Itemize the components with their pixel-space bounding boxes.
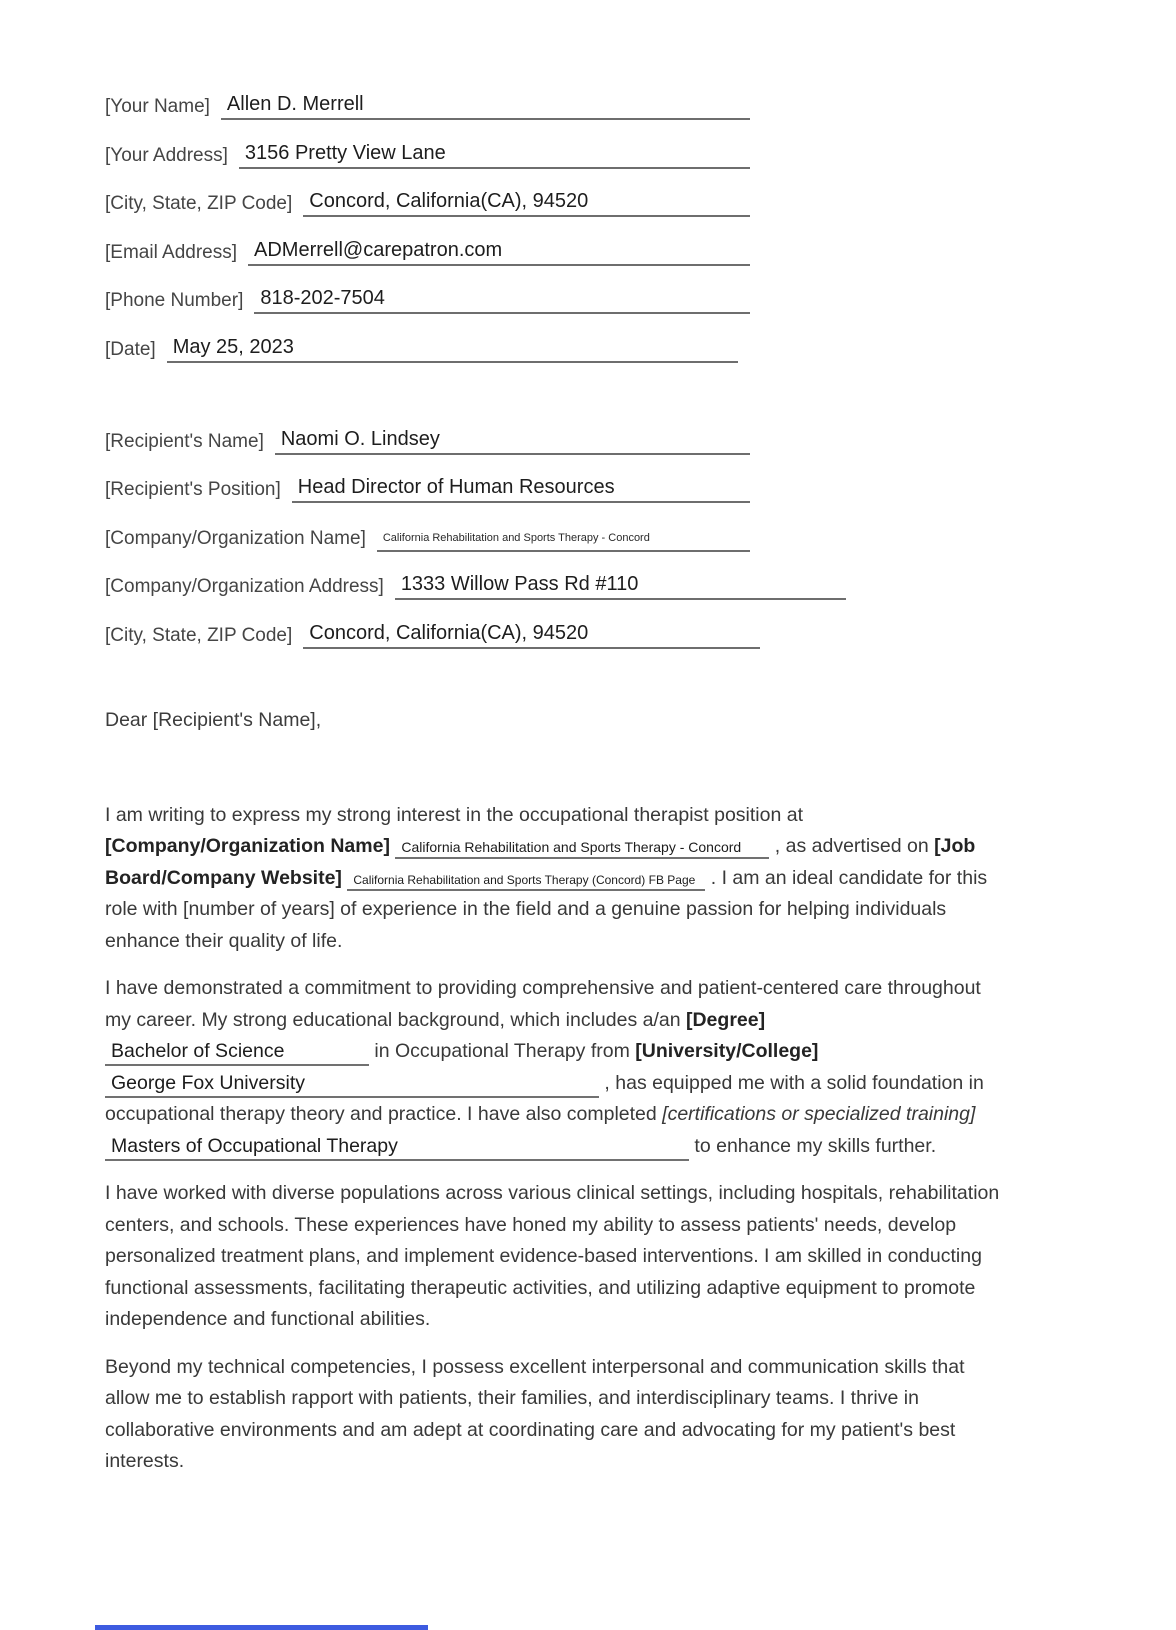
sender-field-row <box>105 187 750 217</box>
field-value[interactable]: ADMerrell@carepatron.com <box>248 239 750 266</box>
sender-field-row <box>105 284 750 314</box>
field-value[interactable]: Concord, California(CA), 94520 <box>303 622 760 649</box>
page-bottom-blue-bar <box>95 1625 428 1630</box>
sender-field-row <box>105 333 738 363</box>
field-value[interactable]: May 25, 2023 <box>167 336 738 363</box>
body-text-segment: I have worked with diverse populations across various clinical settings, including hospitals, rehabilitation centers, and schools. These experiences have honed my ability to assess patients' needs, develop personalized treatment plans, and implement evidence-based interventions. I am skilled in conducting functional assessments, facilitating therapeutic activities, and utilizing adaptive equipment to promote independence and functional abilities. <box>105 1182 1000 1330</box>
field-value[interactable]: 3156 Pretty View Lane <box>239 142 750 169</box>
inline-fill-value[interactable]: California Rehabilitation and Sports Therapy - Concord <box>395 839 769 859</box>
field-value[interactable]: Allen D. Merrell <box>221 93 750 120</box>
body-paragraph <box>105 1178 1012 1336</box>
body-text-segment: I am writing to express my strong interest in the occupational therapist position at <box>105 803 804 826</box>
field-label: [Your Name] <box>105 96 210 117</box>
field-label: [Phone Number] <box>105 290 244 311</box>
recipient-info-block <box>105 425 1071 649</box>
sender-field-row <box>105 236 750 266</box>
placeholder-label: [Job Board/Company Website] <box>105 835 976 889</box>
body-text-segment: in Occupational Therapy from <box>369 1040 636 1062</box>
field-label: [City, State, ZIP Code] <box>105 624 293 646</box>
field-label: [City, State, ZIP Code] <box>105 193 293 214</box>
field-value[interactable]: California Rehabilitation and Sports Therapy - Concord <box>377 532 750 552</box>
letter-body <box>105 800 1012 1478</box>
body-text-segment: , as advertised on <box>769 835 935 857</box>
inline-fill-value[interactable]: California Rehabilitation and Sports Therapy (Concord) FB Page <box>347 874 705 892</box>
body-text-segment: to enhance my skills further. <box>689 1134 937 1157</box>
recipient-field-row <box>105 522 750 552</box>
inline-fill-value[interactable]: George Fox University <box>105 1072 599 1098</box>
field-label: [Company/Organization Address] <box>105 576 384 597</box>
placeholder-label: [University/College] <box>635 1040 819 1062</box>
field-label: [Recipient's Position] <box>105 479 281 500</box>
field-label: [Email Address] <box>105 241 237 263</box>
sender-info-block <box>105 90 1071 363</box>
recipient-field-row <box>105 570 846 600</box>
recipient-field-row <box>105 619 760 649</box>
field-label: [Company/Organization Name] <box>105 527 366 549</box>
field-value[interactable]: 818-202-7504 <box>254 287 750 314</box>
placeholder-label: [Company/Organization Name] <box>105 835 390 857</box>
body-paragraph <box>105 1352 1012 1478</box>
field-value[interactable]: Head Director of Human Resources <box>292 476 750 503</box>
field-label: [Date] <box>105 338 156 360</box>
placeholder-label: [Degree] <box>685 1008 766 1031</box>
inline-fill-value[interactable]: Masters of Occupational Therapy <box>105 1135 689 1161</box>
body-paragraph <box>105 800 1012 958</box>
field-label: [Your Address] <box>105 144 228 166</box>
field-value[interactable]: 1333 Willow Pass Rd #110 <box>395 573 846 600</box>
sender-field-row <box>105 139 750 169</box>
body-paragraph <box>105 973 1012 1162</box>
body-text-segment: . I am an ideal candidate for this role with [number of years] of experience in the field and a genuine passion for helping individuals enhance their quality of life. <box>105 866 988 952</box>
field-value[interactable]: Naomi O. Lindsey <box>275 428 750 455</box>
body-text-segment: , has equipped me with a solid foundation in occupational therapy theory and practice. I have also completed <box>105 1071 984 1125</box>
placeholder-label-italic: [certifications or specialized training] <box>662 1103 976 1125</box>
body-text-segment: Beyond my technical competencies, I possess excellent interpersonal and communication skills that allow me to establish rapport with patients, their families, and interdisciplinary teams. I thrive in collaborative environments and am adept at coordinating care and advocating for my patient's best interests. <box>105 1355 965 1472</box>
sender-field-row <box>105 90 750 120</box>
recipient-field-row <box>105 473 750 503</box>
salutation: Dear [Recipient's Name], <box>105 708 322 731</box>
field-label: [Recipient's Name] <box>105 430 264 452</box>
field-value[interactable]: Concord, California(CA), 94520 <box>303 190 750 217</box>
body-text-segment: I have demonstrated a commitment to providing comprehensive and patient-centered care throughout my career. My strong educational background, which includes a/an <box>105 977 981 1031</box>
recipient-field-row <box>105 425 750 455</box>
inline-fill-value[interactable]: Bachelor of Science <box>105 1040 369 1066</box>
